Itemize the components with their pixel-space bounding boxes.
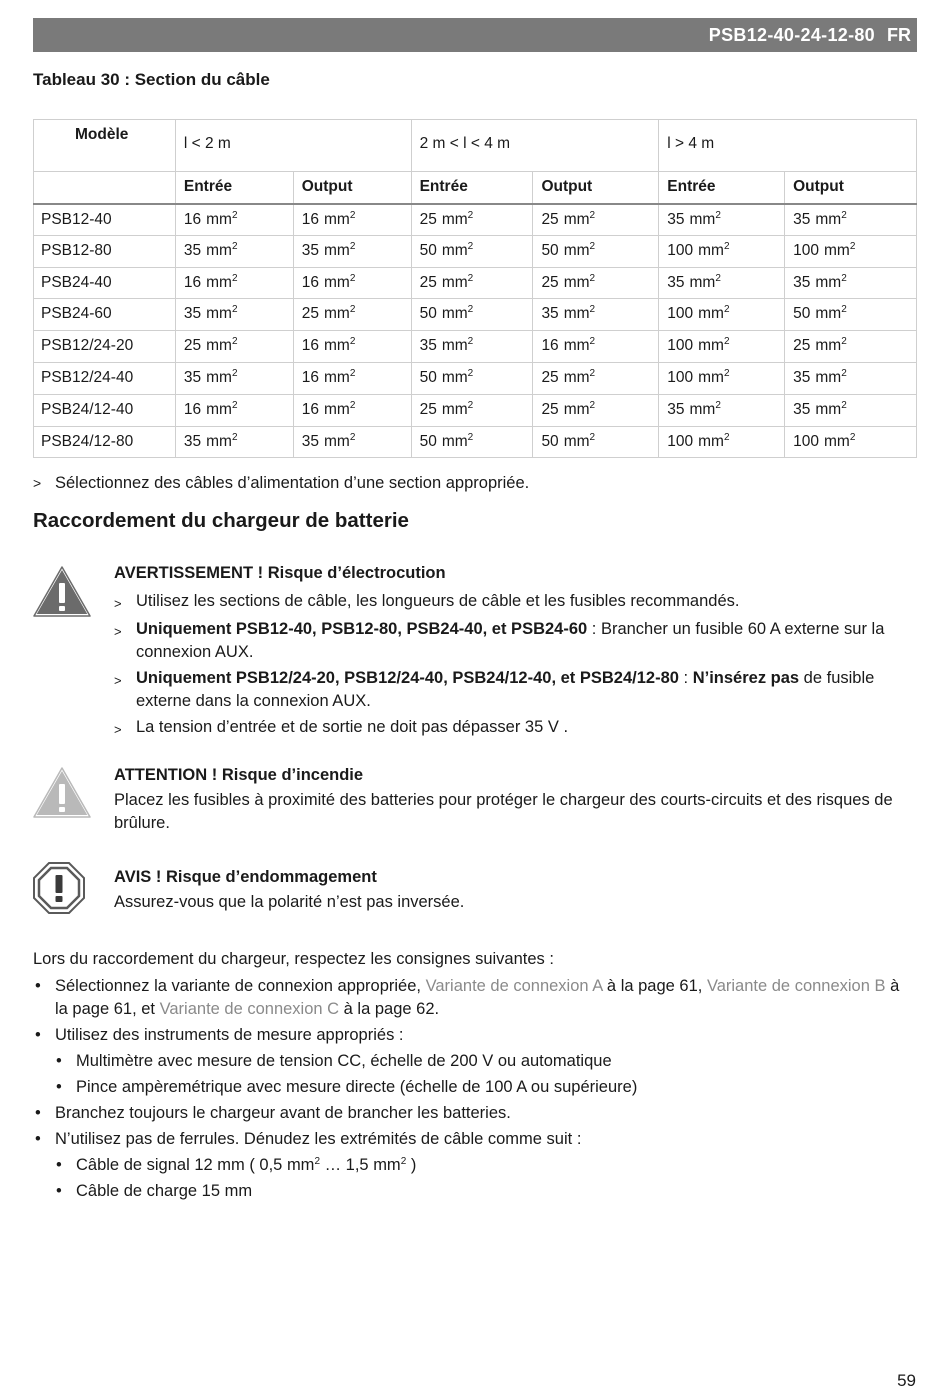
cell-unit: mm (563, 337, 590, 355)
range-header: l > 4 m (659, 120, 917, 172)
table-row (34, 394, 917, 426)
table-row (34, 267, 917, 299)
cross-section-cell (175, 299, 293, 331)
cell-unit: mm (563, 432, 590, 450)
cell-value: 100 (667, 305, 694, 323)
superscript: 2 (589, 399, 596, 411)
superscript: 2 (231, 367, 238, 379)
cross-section-cell (175, 426, 293, 458)
superscript: 2 (849, 240, 856, 252)
arrow-bullet-icon: > (114, 673, 122, 688)
table-title: Tableau 30 : Section du câble (33, 70, 270, 89)
range-header: 2 m < l < 4 m (411, 120, 659, 172)
cross-section-cell (411, 362, 533, 394)
table-body (34, 204, 917, 458)
header-bar (33, 18, 917, 52)
cell-value: 50 (419, 368, 437, 386)
cell-value: 25 (183, 337, 202, 355)
cross-section-cell (659, 394, 785, 426)
bullet-dot-icon: • (56, 1078, 62, 1096)
item-text: … 1,5 mm (320, 1156, 401, 1174)
warning-item-text (136, 618, 914, 664)
superscript: 2 (589, 336, 596, 348)
caution-title: ATTENTION ! Risque d’incendie (114, 766, 364, 784)
item-text: Câble de signal 12 mm ( 0,5 mm (76, 1156, 315, 1174)
model-cell: PSB24-40 (34, 267, 176, 299)
superscript: 2 (231, 431, 238, 443)
item-text: à la page 61, (602, 977, 707, 995)
cross-section-cell (533, 362, 659, 394)
cell-value: 35 (793, 210, 811, 228)
sub-list-item (33, 1180, 913, 1203)
cell-value: 35 (183, 368, 202, 386)
cell-value: 35 (667, 273, 685, 291)
list-item-text: Multimètre avec mesure de tension CC, échelle de 200 V ou automatique (76, 1052, 612, 1070)
cell-unit: mm (698, 337, 724, 355)
list-item-text (76, 1154, 416, 1177)
superscript: 2 (589, 367, 596, 379)
cross-section-cell (659, 267, 785, 299)
cell-unit: mm (441, 241, 468, 259)
warning-triangle-icon (33, 566, 91, 618)
cross-section-cell (175, 267, 293, 299)
cell-unit: mm (206, 432, 232, 450)
sub-header: Entrée (175, 172, 293, 204)
superscript: 2 (467, 399, 474, 411)
superscript: 2 (231, 272, 238, 284)
cross-section-cell (785, 267, 917, 299)
cell-value: 25 (793, 337, 811, 355)
cell-value: 25 (541, 400, 559, 418)
cross-section-cell (533, 235, 659, 267)
cross-section-cell (785, 331, 917, 363)
cross-section-cell (411, 426, 533, 458)
cell-value: 100 (667, 241, 694, 259)
empty-header-cell (34, 172, 176, 204)
superscript: 2 (349, 367, 356, 379)
cross-section-cell (293, 267, 411, 299)
superscript: 2 (589, 272, 596, 284)
cell-value: 35 (301, 241, 319, 259)
superscript: 2 (349, 304, 356, 316)
model-cell: PSB12/24-40 (34, 362, 176, 394)
warning-item-text: Utilisez les sections de câble, les longueurs de câble et les fusibles recommandés. (136, 592, 740, 610)
sub-header: Output (785, 172, 917, 204)
cell-unit: mm (206, 368, 232, 386)
cell-unit: mm (815, 210, 842, 228)
cross-section-cell (411, 267, 533, 299)
list-item (33, 975, 913, 1021)
list-item-text: Pince ampèremétrique avec mesure directe (échelle de 100 A ou supérieure) (76, 1078, 638, 1096)
sub-list-item (33, 1050, 913, 1073)
cell-unit: mm (815, 400, 842, 418)
table-row (34, 331, 917, 363)
bold-models: Uniquement PSB12/24-20, PSB12/24-40, PSB24/12-40, et PSB24/12-80 (136, 669, 679, 687)
cell-unit: mm (323, 337, 350, 355)
cross-section-cell (785, 394, 917, 426)
superscript: 2 (589, 209, 596, 221)
intro-text: Lors du raccordement du chargeur, respectez les consignes suivantes : (33, 950, 554, 968)
cell-value: 16 (541, 337, 559, 355)
cell-value: 35 (183, 305, 202, 323)
bullet-dot-icon: • (56, 1052, 62, 1070)
cell-value: 16 (183, 273, 202, 291)
bullet-dot-icon: • (35, 1130, 41, 1148)
superscript: 2 (314, 1156, 320, 1167)
bullet-dot-icon: • (35, 1026, 41, 1044)
superscript: 2 (231, 304, 238, 316)
list-item-text: Câble de charge 15 mm (76, 1182, 253, 1200)
cell-value: 16 (183, 400, 202, 418)
bold-models: Uniquement PSB12-40, PSB12-80, PSB24-40, et PSB24-60 (136, 620, 588, 638)
arrow-bullet-icon: > (114, 596, 122, 611)
cross-section-cell (175, 235, 293, 267)
superscript: 2 (231, 399, 238, 411)
item-text: : Brancher un fusible 60 A externe sur la connexion AUX. (136, 620, 885, 661)
cross-section-cell (175, 394, 293, 426)
superscript: 2 (400, 1156, 407, 1167)
cell-unit: mm (206, 400, 232, 418)
superscript: 2 (723, 431, 730, 443)
notice-title: AVIS ! Risque d’endommagement (114, 868, 377, 886)
warning-title: AVERTISSEMENT ! Risque d’électrocution (114, 564, 446, 582)
bullet-dot-icon: • (35, 1104, 41, 1122)
model-cell: PSB12/24-20 (34, 331, 176, 363)
cell-value: 35 (183, 241, 202, 259)
cell-unit: mm (689, 273, 716, 291)
cell-unit: mm (323, 432, 350, 450)
cell-value: 35 (667, 210, 685, 228)
list-item (114, 618, 914, 664)
cell-value: 16 (301, 368, 319, 386)
arrow-bullet-icon: > (33, 475, 42, 491)
cell-value: 25 (419, 210, 437, 228)
warning-item-text (136, 667, 914, 713)
superscript: 2 (467, 431, 474, 443)
cross-section-cell (411, 299, 533, 331)
sub-header: Entrée (659, 172, 785, 204)
cell-unit: mm (323, 273, 350, 291)
warning-list (114, 590, 914, 744)
cross-section-cell (533, 394, 659, 426)
item-text: : (678, 669, 693, 687)
list-item-text: N’utilisez pas de ferrules. Dénudez les extrémités de câble comme suit : (55, 1130, 582, 1148)
table-row (34, 299, 917, 331)
cross-section-cell (411, 204, 533, 236)
list-item (33, 1128, 913, 1151)
superscript: 2 (467, 367, 474, 379)
cross-section-cell (659, 426, 785, 458)
cross-section-cell (785, 362, 917, 394)
cross-section-cell (533, 426, 659, 458)
cell-value: 35 (793, 368, 811, 386)
cell-value: 100 (667, 432, 694, 450)
cell-value: 16 (301, 337, 319, 355)
superscript: 2 (841, 399, 847, 411)
cross-section-cell (293, 394, 411, 426)
superscript: 2 (349, 431, 356, 443)
cable-section-table (33, 119, 917, 458)
cell-value: 100 (793, 432, 819, 450)
cell-value: 35 (301, 432, 319, 450)
cell-unit: mm (815, 273, 842, 291)
cell-unit: mm (441, 432, 468, 450)
page-number: 59 (897, 1371, 916, 1390)
cell-value: 35 (541, 305, 559, 323)
cross-section-cell (659, 299, 785, 331)
caution-text: Placez les fusibles à proximité des batteries pour protéger le chargeur des courts-circuits et des risques de brûlure. (114, 791, 893, 832)
cell-value: 35 (183, 432, 202, 450)
cell-unit: mm (323, 368, 350, 386)
cell-value: 50 (419, 305, 437, 323)
model-cell: PSB12-40 (34, 204, 176, 236)
list-item-text: Utilisez des instruments de mesure appropriés : (55, 1026, 404, 1044)
cross-section-cell (175, 362, 293, 394)
cell-unit: mm (563, 400, 590, 418)
superscript: 2 (841, 209, 847, 221)
cell-unit: mm (815, 305, 842, 323)
cell-unit: mm (563, 273, 590, 291)
cell-unit: mm (323, 210, 350, 228)
cell-unit: mm (824, 241, 850, 259)
cell-unit: mm (323, 241, 350, 259)
superscript: 2 (231, 336, 238, 348)
item-text: Sélectionnez la variante de connexion appropriée, (55, 977, 426, 995)
cell-value: 100 (793, 241, 819, 259)
superscript: 2 (349, 240, 356, 252)
bold-text: N’insérez pas (692, 669, 800, 687)
cell-value: 16 (183, 210, 202, 228)
superscript: 2 (589, 431, 596, 443)
item-text: à la page 61, et (55, 977, 900, 1018)
bullet-dot-icon: • (35, 977, 41, 995)
superscript: 2 (467, 209, 474, 221)
cross-section-cell (659, 362, 785, 394)
cross-section-cell (293, 426, 411, 458)
cell-value: 25 (301, 305, 319, 323)
cell-value: 50 (419, 432, 437, 450)
sub-list-item (33, 1076, 913, 1099)
notice-text: Assurez-vous que la polarité n’est pas inversée. (114, 893, 465, 911)
list-item (33, 1102, 913, 1125)
superscript: 2 (841, 272, 847, 284)
cell-value: 100 (667, 368, 694, 386)
cross-section-cell (411, 394, 533, 426)
cell-value: 25 (541, 368, 559, 386)
cell-value: 35 (793, 400, 811, 418)
cell-value: 16 (301, 210, 319, 228)
bullet-dot-icon: • (56, 1182, 62, 1200)
cell-unit: mm (563, 368, 590, 386)
list-item (114, 590, 914, 615)
arrow-bullet-icon: > (114, 722, 122, 737)
cross-section-cell (293, 235, 411, 267)
cross-section-cell (175, 204, 293, 236)
superscript: 2 (841, 336, 847, 348)
cell-value: 35 (667, 400, 685, 418)
cell-unit: mm (563, 305, 590, 323)
cell-value: 25 (541, 210, 559, 228)
superscript: 2 (349, 209, 356, 221)
superscript: 2 (231, 240, 238, 252)
cross-section-cell (659, 235, 785, 267)
superscript: 2 (467, 304, 474, 316)
cell-value: 35 (419, 337, 437, 355)
cross-section-cell (785, 204, 917, 236)
superscript: 2 (715, 272, 721, 284)
cell-unit: mm (824, 432, 850, 450)
model-cell: PSB24/12-40 (34, 394, 176, 426)
table-note (33, 472, 529, 495)
superscript: 2 (841, 367, 847, 379)
cell-value: 50 (419, 241, 437, 259)
cell-value: 50 (541, 432, 559, 450)
model-cell: PSB12-80 (34, 235, 176, 267)
item-text: de fusible externe dans la connexion AUX. (136, 669, 875, 710)
cell-unit: mm (441, 368, 468, 386)
table-row (34, 362, 917, 394)
superscript: 2 (723, 367, 730, 379)
link-variant-b[interactable]: Variante de connexion B (706, 977, 886, 995)
cell-unit: mm (206, 305, 232, 323)
sub-header: Entrée (411, 172, 533, 204)
sub-header: Output (533, 172, 659, 204)
superscript: 2 (231, 209, 238, 221)
cell-unit: mm (698, 305, 724, 323)
cross-section-cell (293, 204, 411, 236)
notice-octagon-icon (33, 862, 85, 914)
cell-unit: mm (206, 337, 232, 355)
link-variant-a[interactable]: Variante de connexion A (425, 977, 603, 995)
list-item (114, 716, 914, 741)
cell-unit: mm (815, 337, 842, 355)
superscript: 2 (849, 431, 856, 443)
cross-section-cell (533, 267, 659, 299)
superscript: 2 (715, 209, 721, 221)
cell-unit: mm (698, 241, 724, 259)
superscript: 2 (349, 399, 356, 411)
cross-section-cell (533, 204, 659, 236)
cell-unit: mm (441, 337, 468, 355)
list-item-text (55, 975, 913, 1021)
superscript: 2 (589, 304, 596, 316)
cell-unit: mm (323, 400, 350, 418)
list-item (33, 1024, 913, 1047)
superscript: 2 (589, 240, 596, 252)
cell-value: 16 (301, 273, 319, 291)
superscript: 2 (349, 272, 356, 284)
sub-header: Output (293, 172, 411, 204)
cell-unit: mm (441, 305, 468, 323)
cross-section-cell (293, 299, 411, 331)
cell-value: 35 (793, 273, 811, 291)
cross-section-cell (411, 235, 533, 267)
cross-section-cell (533, 299, 659, 331)
caution-triangle-icon (33, 767, 91, 819)
cell-value: 50 (541, 241, 559, 259)
cell-unit: mm (698, 432, 724, 450)
language-code: FR (887, 24, 911, 45)
cross-section-cell (293, 362, 411, 394)
cell-unit: mm (441, 400, 468, 418)
section-title: Raccordement du chargeur de batterie (33, 509, 409, 532)
cell-value: 25 (419, 273, 437, 291)
cell-value: 16 (301, 400, 319, 418)
list-item (114, 667, 914, 713)
cell-value: 100 (667, 337, 694, 355)
superscript: 2 (349, 336, 356, 348)
item-text: à la page 62. (339, 1000, 440, 1018)
superscript: 2 (723, 240, 730, 252)
cross-section-cell (411, 331, 533, 363)
cross-section-cell (659, 331, 785, 363)
cross-section-cell (293, 331, 411, 363)
table-row (34, 235, 917, 267)
table-note-text: Sélectionnez des câbles d’alimentation d’une section appropriée. (55, 474, 530, 492)
model-cell: PSB24/12-80 (34, 426, 176, 458)
cell-unit: mm (323, 305, 350, 323)
cross-section-cell (785, 235, 917, 267)
cell-unit: mm (441, 210, 468, 228)
superscript: 2 (715, 399, 721, 411)
superscript: 2 (467, 240, 474, 252)
cell-value: 25 (419, 400, 437, 418)
cell-unit: mm (698, 368, 724, 386)
cell-unit: mm (563, 210, 590, 228)
cross-section-cell (785, 426, 917, 458)
superscript: 2 (467, 272, 474, 284)
cell-unit: mm (206, 241, 232, 259)
cell-unit: mm (815, 368, 842, 386)
cross-section-cell (785, 299, 917, 331)
cell-unit: mm (689, 400, 716, 418)
item-text: ) (406, 1156, 417, 1174)
table-row (34, 204, 917, 236)
instructions-list (33, 975, 913, 1206)
cross-section-cell (533, 331, 659, 363)
arrow-bullet-icon: > (114, 624, 122, 639)
cell-value: 50 (793, 305, 811, 323)
table-row (34, 426, 917, 458)
bullet-dot-icon: • (56, 1156, 62, 1174)
warning-item-text: La tension d’entrée et de sortie ne doit pas dépasser 35 V . (136, 718, 569, 736)
cell-unit: mm (206, 273, 232, 291)
superscript: 2 (723, 336, 730, 348)
cell-unit: mm (441, 273, 468, 291)
cross-section-cell (175, 331, 293, 363)
superscript: 2 (467, 336, 474, 348)
cell-unit: mm (563, 241, 590, 259)
cell-unit: mm (689, 210, 716, 228)
cell-unit: mm (206, 210, 232, 228)
link-variant-c[interactable]: Variante de connexion C (159, 1000, 340, 1018)
doc-code: PSB12-40-24-12-80 (708, 24, 875, 45)
model-cell: PSB24-60 (34, 299, 176, 331)
cross-section-cell (659, 204, 785, 236)
superscript: 2 (723, 304, 730, 316)
list-item-text: Branchez toujours le chargeur avant de brancher les batteries. (55, 1104, 511, 1122)
cell-value: 25 (541, 273, 559, 291)
superscript: 2 (841, 304, 847, 316)
sub-list-item (33, 1154, 913, 1177)
column-header-model: Modèle (34, 120, 176, 172)
range-header: l < 2 m (175, 120, 411, 172)
